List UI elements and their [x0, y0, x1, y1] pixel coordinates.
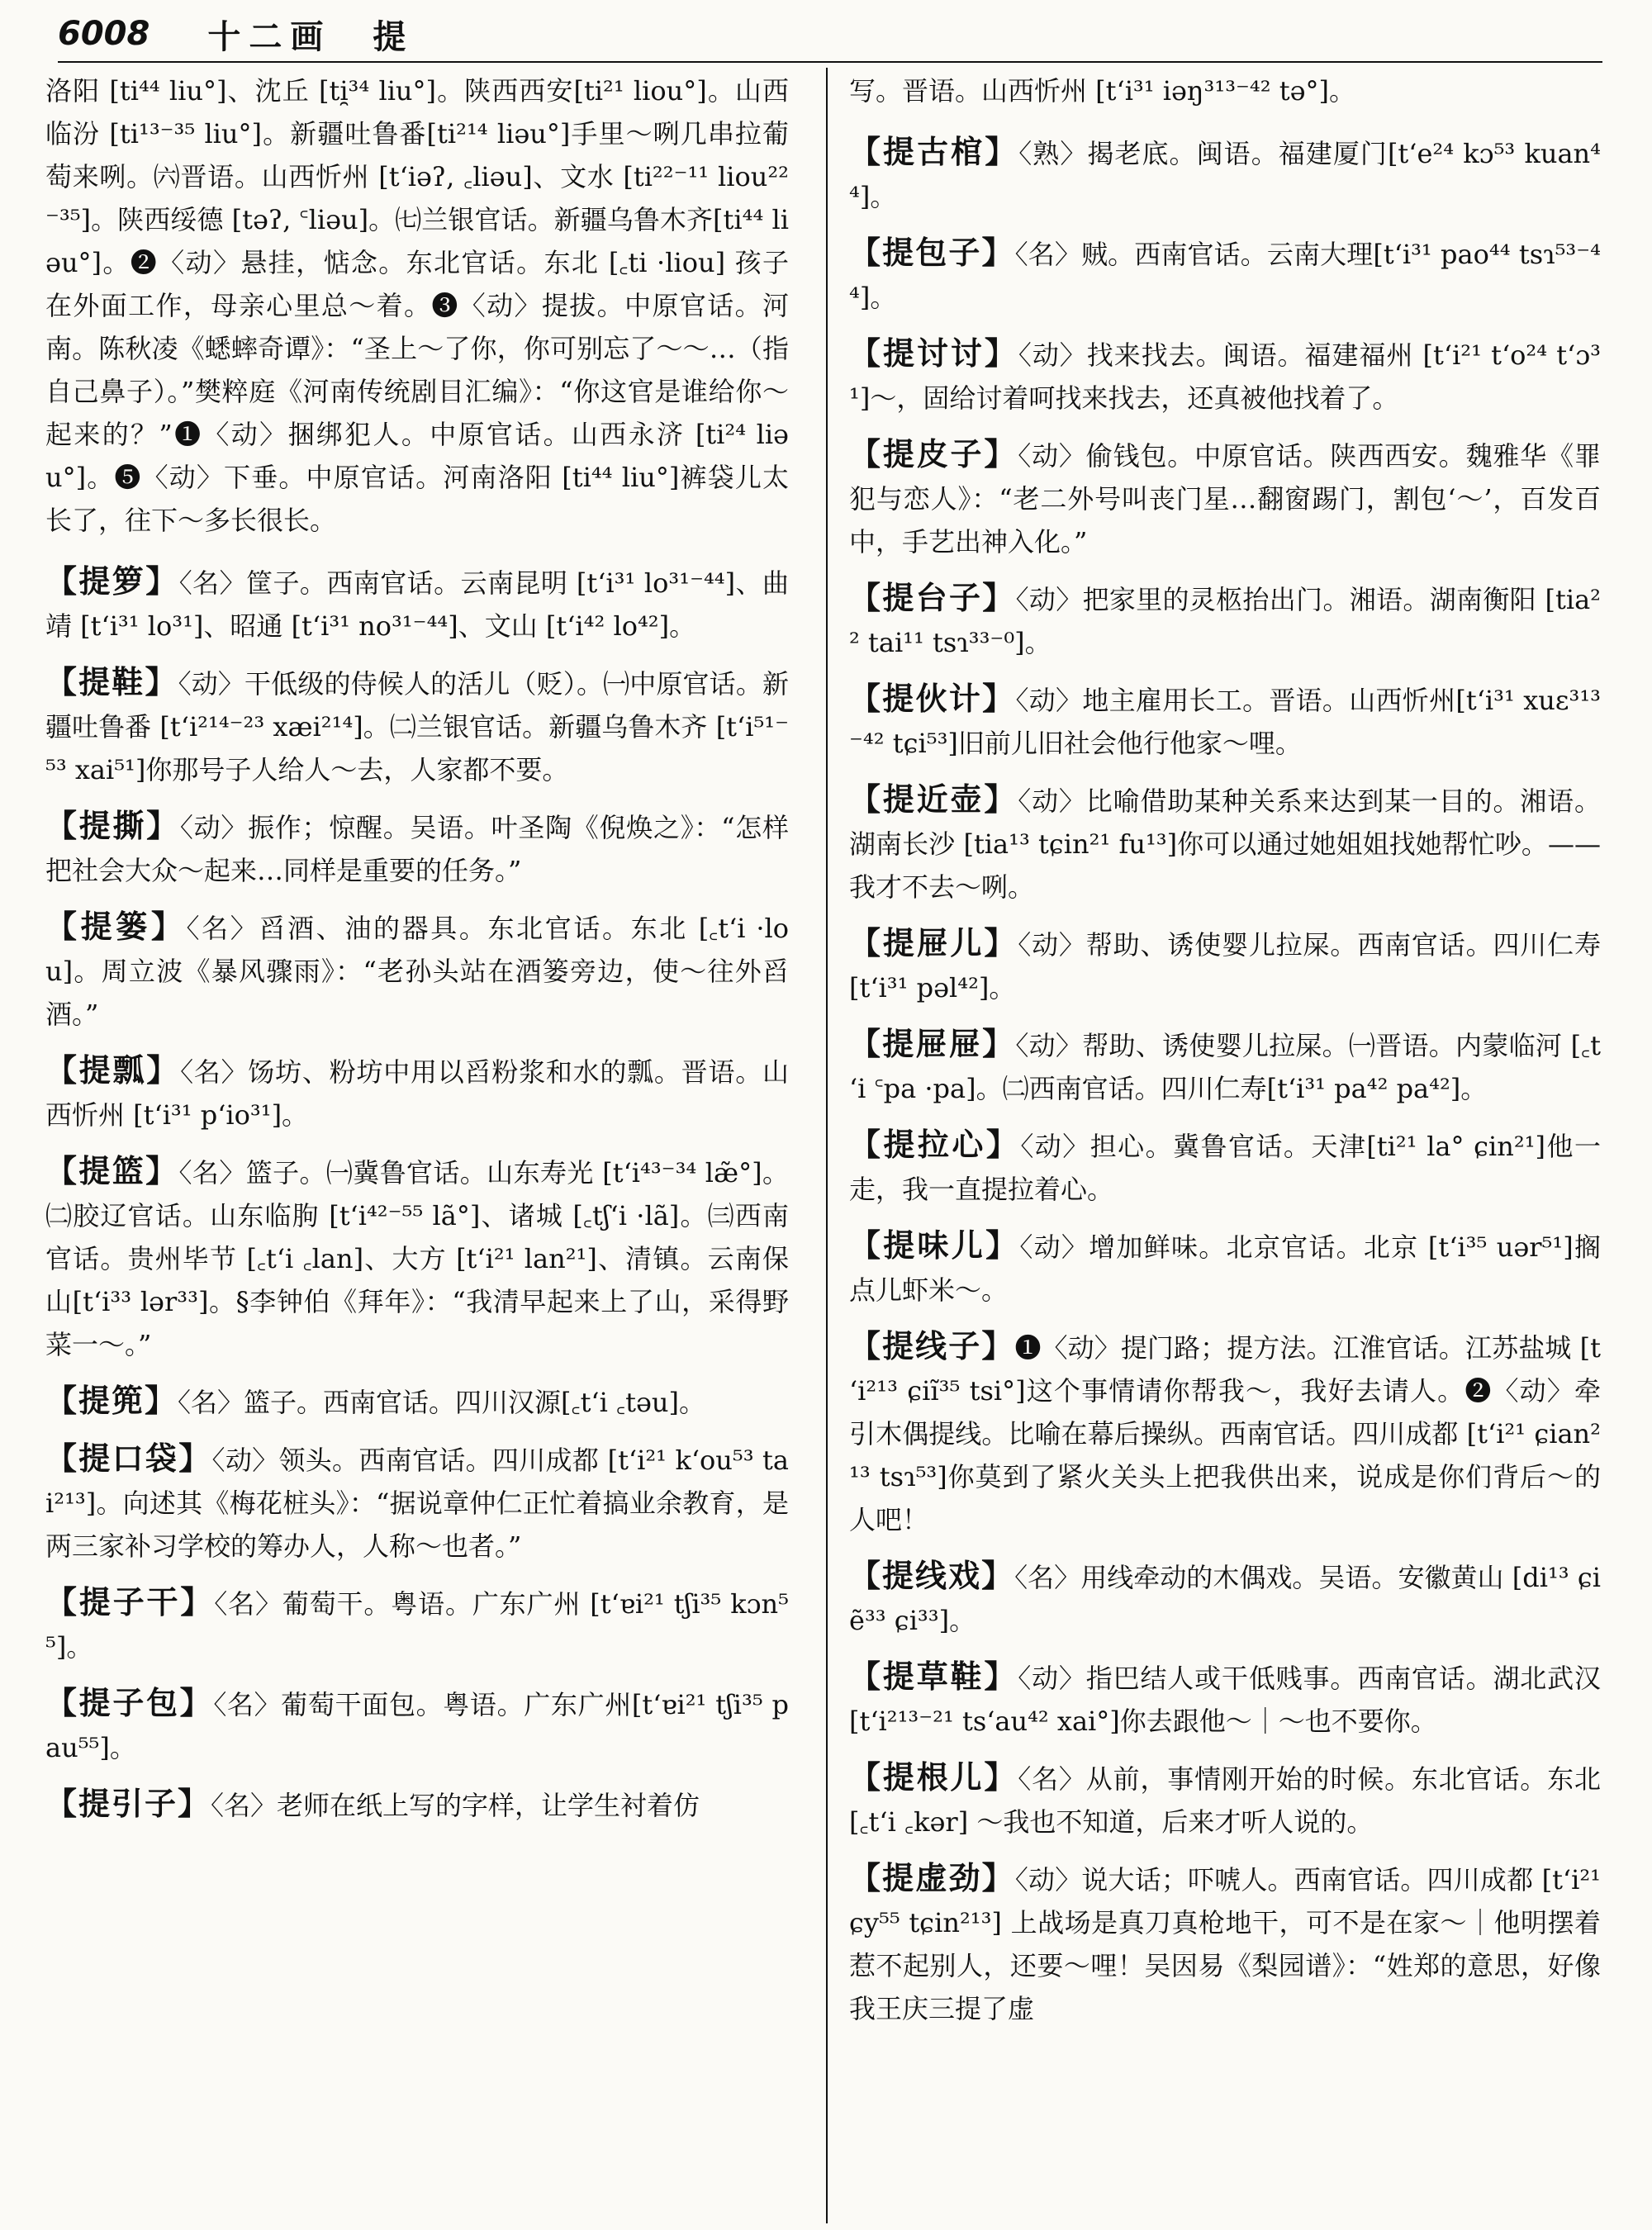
dictionary-entry	[849, 130, 1601, 218]
entry-headword: 【提篮】	[45, 1152, 179, 1189]
dictionary-entry	[849, 231, 1601, 319]
dictionary-entry	[45, 560, 789, 648]
dictionary-entry	[849, 69, 1601, 112]
entry-headword: 【提拉心】	[849, 1126, 1021, 1163]
entry-headword: 【提屉屉】	[849, 1025, 1016, 1062]
entry-headword: 【提线戏】	[849, 1557, 1015, 1594]
entry-headword: 【提屉儿】	[849, 924, 1018, 961]
entry-text: 〈名〉筐子。西南官话。云南昆明 [tʻi³¹ lo³¹⁻⁴⁴]、曲靖 [tʻi³¹ lo³¹]、昭通 [tʻi³¹ no³¹⁻⁴⁴]、文山 [tʻi⁴² lo⁴²]。	[45, 567, 789, 642]
entry-text: 〈名〉饧坊、粉坊中用以舀粉浆和水的瓢。晋语。山西忻州 [tʻi³¹ pʻio³¹]。	[45, 1056, 789, 1131]
entry-headword: 【提撕】	[45, 807, 180, 844]
entry-text: 〈动〉担心。冀鲁官话。天津[ti²¹ la° ɕin²¹]他一走，我一直提拉着心。	[849, 1131, 1601, 1205]
entry-text: 〈动〉帮助、诱使婴儿拉屎。西南官话。四川仁寿 [tʻi³¹ pəl⁴²]。	[849, 929, 1601, 1004]
entry-headword: 【提虚劲】	[849, 1859, 1015, 1896]
page-number: 6008	[58, 15, 150, 53]
page-header	[58, 10, 1611, 58]
entry-text: 〈动〉领头。西南官话。四川成都 [tʻi²¹ kʻou⁵³ tai²¹³]。向述其《梅花桩头》：“据说章仲仁正忙着搞业余教育，是两三家补习学校的筹办人，人称～也者。”	[45, 1445, 789, 1562]
entry-text: 〈名〉篮子。㈠冀鲁官话。山东寿光 [tʻi⁴³⁻³⁴ læ̃°]。㈡胶辽官话。山东临朐 [tʻi⁴²⁻⁵⁵ lã°]、诸城 [꜀tʃʻi ·lã]。㈢西南官话。贵州毕节 [꜀tʻi ꜀lan]、大方 [tʻi²¹ lan²¹]、清镇。云南保山[tʻi³³ lər³³]。§李钟伯《拜年》：“我清早起来上了山，采得野菜一～。”	[45, 1157, 789, 1360]
entry-headword: 【提根儿】	[849, 1758, 1018, 1796]
dictionary-entry	[849, 576, 1601, 664]
dictionary-entry	[849, 1325, 1601, 1541]
entry-headword: 【提篼】	[45, 1382, 178, 1419]
dictionary-entry	[45, 804, 789, 892]
dictionary-entry	[45, 1682, 789, 1769]
entry-headword: 【提味儿】	[849, 1226, 1020, 1264]
entry-text: 〈动〉找来找去。闽语。福建福州 [tʻi²¹ tʻo²⁴ tʻɔ³¹]～，固给讨着呵找来找去，还真被他找着了。	[849, 339, 1601, 414]
entry-text: 洛阳 [ti⁴⁴ liu°]、沈丘 [ti̯³⁴ liu°]。陕西西安[ti²¹ liou°]。山西临汾 [ti¹³⁻³⁵ liu°]。新疆吐鲁番[ti²¹⁴ liəu°]手里～咧几串拉葡萄来咧。㈥晋语。山西忻州 [tʻiəʔ, ꜀liəu]、文水 [ti²²⁻¹¹ liou²²⁻³⁵]。陕西绥德 [təʔ, ꜂liəu]。㈦兰银官话。新疆乌鲁木齐[ti⁴⁴ liəu°]。❷〈动〉悬挂，惦念。东北官话。东北 [꜀ti ·liou] 孩子在外面工作，母亲心里总～着。❸〈动〉提拔。中原官话。河南。陈秋凌《蟋蟀奇谭》：“圣上～了你，你可别忘了～～…（指自己鼻子）。”樊粹庭《河南传统剧目汇编》：“你这官是谁给你～起来的？”❶〈动〉捆绑犯人。中原官话。山西永济 [ti²⁴ liəu°]。❺〈动〉下垂。中原官话。河南洛阳 [ti⁴⁴ liu°]裤袋儿太长了，往下～多长很长。	[45, 75, 789, 536]
entry-text: 〈动〉帮助、诱使婴儿拉屎。㈠晋语。内蒙临河 [꜀tʻi ꜂pa ·pa]。㈡西南官话。四川仁寿[tʻi³¹ pa⁴² pa⁴²]。	[849, 1030, 1601, 1104]
dictionary-entry	[45, 69, 789, 542]
right-column	[849, 69, 1601, 2043]
entry-headword: 【提口袋】	[45, 1440, 212, 1477]
dictionary-entry	[849, 332, 1601, 420]
dictionary-entry	[849, 922, 1601, 1009]
entry-headword: 【提古棺】	[849, 133, 1019, 170]
entry-headword: 【提皮子】	[849, 435, 1018, 472]
dictionary-entry	[849, 1857, 1601, 2030]
column-divider	[826, 68, 828, 2223]
entry-text: 〈名〉老师在纸上写的字样，让学生衬着仿	[211, 1790, 700, 1821]
entry-headword: 【提子干】	[45, 1583, 215, 1620]
entry-text: 〈动〉比喻借助某种关系来达到某一目的。湘语。湖南长沙 [tia¹³ tɕin²¹ fu¹³]你可以通过她姐姐找她帮忙吵。——我才不去～咧。	[849, 785, 1601, 903]
dictionary-entry	[849, 433, 1601, 563]
entry-headword: 【提篓】	[45, 908, 187, 945]
dictionary-entry	[849, 1554, 1601, 1642]
entry-text: 〈名〉篮子。西南官话。四川汉源[꜀tʻi ꜀təu]。	[178, 1387, 705, 1418]
entry-headword: 【提伙计】	[849, 680, 1016, 717]
entry-text: 〈名〉舀酒、油的器具。东北官话。东北 [꜀tʻi ·lou]。周立波《暴风骤雨》：“老孙头站在酒篓旁边，使～往外舀酒。”	[45, 913, 789, 1030]
header-rule	[58, 61, 1602, 63]
entry-headword: 【提线子】	[849, 1327, 1015, 1364]
dictionary-entry	[45, 1049, 789, 1136]
section-title: 十二画 提	[207, 17, 415, 56]
entry-text: 〈动〉地主雇用长工。晋语。山西忻州[tʻi³¹ xuɛ³¹³⁻⁴² tɕi⁵³]旧前儿旧社会他行他家～哩。	[849, 685, 1601, 759]
left-column	[45, 69, 789, 1840]
entry-text: 〈名〉葡萄干。粤语。广东广州 [tʻɐi²¹ tʃi³⁵ kɔn⁵⁵]。	[45, 1588, 789, 1663]
entry-text: 〈名〉葡萄干面包。粤语。广东广州[tʻɐi²¹ tʃi³⁵ pau⁵⁵]。	[45, 1689, 789, 1763]
entry-text: 〈动〉增加鲜味。北京官话。北京 [tʻi³⁵ uər⁵¹]搁点儿虾米～。	[849, 1231, 1601, 1306]
entry-text: 〈动〉干低级的侍候人的活儿（贬）。㈠中原官话。新疆吐鲁番 [tʻi²¹⁴⁻²³ xæi²¹⁴]。㈡兰银官话。新疆乌鲁木齐 [tʻi⁵¹⁻⁵³ xai⁵¹]你那号子人给人～去，人家都不要。	[45, 668, 789, 785]
entry-text: ❶〈动〉提门路；提方法。江淮官话。江苏盐城 [tʻi²¹³ ɕiĩ³⁵ tsi°]这个事情请你帮我～，我好去请人。❷〈动〉牵引木偶提线。比喻在幕后操纵。西南官话。四川成都 [tʻi²¹ ɕian²¹³ tsɿ⁵³]你莫到了紧火关头上把我供出来，说成是你们背后～的人吧！	[849, 1332, 1601, 1535]
entry-text: 〈名〉用线牵动的木偶戏。吴语。安徽黄山 [di¹³ ɕiẽ³³ ɕi³³]。	[849, 1562, 1601, 1636]
dictionary-entry	[45, 905, 789, 1036]
dictionary-entry	[849, 1123, 1601, 1211]
entry-text: 〈动〉说大话；吓唬人。西南官话。四川成都 [tʻi²¹ ɕy⁵⁵ tɕin²¹³] 上战场是真刀真枪地干，可不是在家～｜他明摆着惹不起别人，还要～哩！吴因易《梨园谱》：“姓郑的意思，好像我王庆三提了虚	[849, 1864, 1601, 2024]
entry-text: 〈熟〉揭老底。闽语。福建厦门[tʻe²⁴ kɔ⁵³ kuan⁴⁴]。	[849, 138, 1601, 212]
dictionary-entry	[849, 1756, 1601, 1843]
dictionary-entry	[45, 1581, 789, 1668]
dictionary-entry	[45, 1437, 789, 1568]
entry-headword: 【提近壶】	[849, 780, 1018, 818]
dictionary-entry	[45, 1379, 789, 1424]
entry-headword: 【提瓢】	[45, 1051, 181, 1089]
entry-text: 〈动〉振作；惊醒。吴语。叶圣陶《倪焕之》：“怎样把社会大众～起来…同样是重要的任务。”	[45, 812, 789, 886]
entry-headword: 【提鞋】	[45, 663, 178, 700]
entry-headword: 【提引子】	[45, 1785, 211, 1822]
entry-text: 〈动〉指巴结人或干低贱事。西南官话。湖北武汉 [tʻi²¹³⁻²¹ tsʻau⁴² xai°]你去跟他～｜～也不要你。	[849, 1663, 1601, 1737]
dictionary-entry	[849, 778, 1601, 909]
entry-text: 〈名〉从前，事情刚开始的时候。东北官话。东北 [꜀tʻi ꜀kər] ～我也不知道，后来才听人说的。	[849, 1763, 1601, 1838]
dictionary-entry	[45, 661, 789, 791]
dictionary-entry	[849, 1022, 1601, 1110]
dictionary-entry	[849, 1655, 1601, 1743]
entry-headword: 【提子包】	[45, 1684, 214, 1721]
entry-headword: 【提草鞋】	[849, 1658, 1018, 1695]
entry-text: 写。晋语。山西忻州 [tʻi³¹ iəŋ³¹³⁻⁴² tə°]。	[849, 75, 1356, 107]
entry-headword: 【提包子】	[849, 234, 1015, 271]
dictionary-entry	[849, 677, 1601, 765]
entry-headword: 【提台子】	[849, 579, 1016, 616]
dictionary-entry	[45, 1782, 789, 1827]
dictionary-entry	[45, 1150, 789, 1366]
dictionary-entry	[849, 1224, 1601, 1312]
entry-text: 〈动〉把家里的灵柩抬出门。湘语。湖南衡阳 [tia²² tai¹¹ tsɿ³³⁻⁰]。	[849, 584, 1601, 658]
entry-headword: 【提讨讨】	[849, 334, 1018, 372]
entry-headword: 【提箩】	[45, 562, 179, 600]
entry-text: 〈名〉贼。西南官话。云南大理[tʻi³¹ pao⁴⁴ tsɿ⁵³⁻⁴⁴]。	[849, 239, 1601, 313]
entry-text: 〈动〉偷钱包。中原官话。陕西西安。魏雅华《罪犯与恋人》：“老二外号叫丧门星…翻窗踢门，割包‘～’，百发百中，手艺出神入化。”	[849, 440, 1601, 558]
